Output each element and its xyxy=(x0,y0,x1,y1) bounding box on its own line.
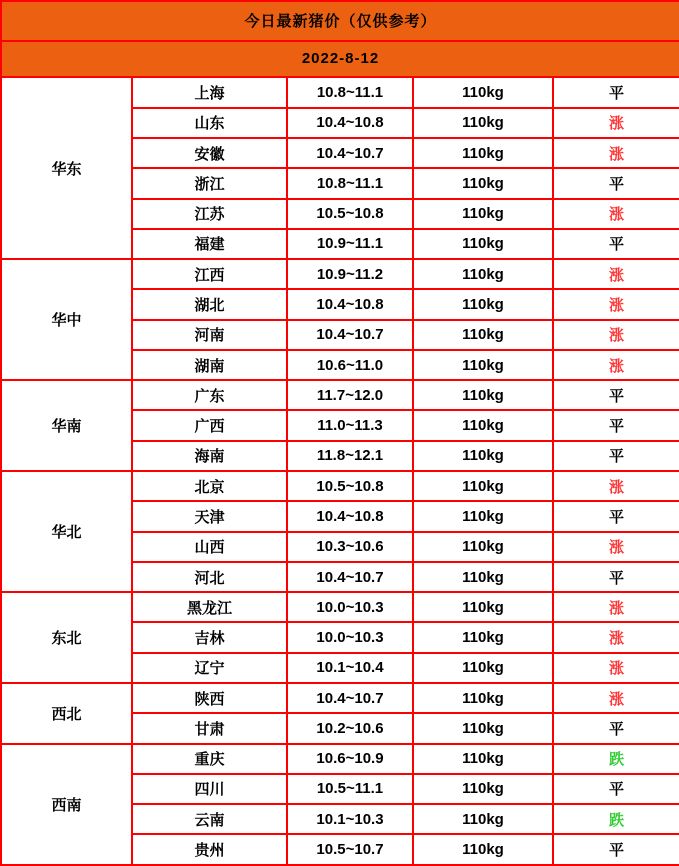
trend-cell: 平 xyxy=(553,562,679,592)
weight-cell: 110kg xyxy=(413,592,553,622)
province-cell: 辽宁 xyxy=(132,653,287,683)
province-cell: 广西 xyxy=(132,410,287,440)
price-range-cell: 10.0~10.3 xyxy=(287,622,413,652)
date-label: 2022-8-12 xyxy=(1,41,679,78)
weight-cell: 110kg xyxy=(413,562,553,592)
price-range-cell: 10.6~11.0 xyxy=(287,350,413,380)
price-range-cell: 10.5~10.7 xyxy=(287,834,413,865)
region-cell: 华中 xyxy=(1,259,132,380)
price-range-cell: 10.4~10.7 xyxy=(287,138,413,168)
weight-cell: 110kg xyxy=(413,441,553,471)
trend-cell: 平 xyxy=(553,410,679,440)
province-cell: 河北 xyxy=(132,562,287,592)
weight-cell: 110kg xyxy=(413,834,553,865)
price-range-cell: 10.3~10.6 xyxy=(287,532,413,562)
price-range-cell: 11.8~12.1 xyxy=(287,441,413,471)
price-range-cell: 10.4~10.7 xyxy=(287,562,413,592)
province-cell: 山东 xyxy=(132,108,287,138)
trend-cell: 跌 xyxy=(553,744,679,774)
province-cell: 江苏 xyxy=(132,199,287,229)
weight-cell: 110kg xyxy=(413,259,553,289)
price-range-cell: 10.1~10.4 xyxy=(287,653,413,683)
province-cell: 海南 xyxy=(132,441,287,471)
region-cell: 西北 xyxy=(1,683,132,744)
price-range-cell: 10.8~11.1 xyxy=(287,77,413,107)
price-range-cell: 11.0~11.3 xyxy=(287,410,413,440)
table-row xyxy=(1,77,679,107)
price-range-cell: 10.4~10.8 xyxy=(287,108,413,138)
trend-cell: 平 xyxy=(553,774,679,804)
weight-cell: 110kg xyxy=(413,410,553,440)
price-table-body xyxy=(1,77,679,865)
trend-cell: 涨 xyxy=(553,683,679,713)
weight-cell: 110kg xyxy=(413,774,553,804)
weight-cell: 110kg xyxy=(413,350,553,380)
price-range-cell: 10.4~10.8 xyxy=(287,289,413,319)
price-range-cell: 10.5~10.8 xyxy=(287,471,413,501)
weight-cell: 110kg xyxy=(413,683,553,713)
trend-cell: 涨 xyxy=(553,350,679,380)
trend-cell: 平 xyxy=(553,380,679,410)
trend-cell: 平 xyxy=(553,229,679,259)
weight-cell: 110kg xyxy=(413,199,553,229)
date-row xyxy=(1,41,679,78)
trend-cell: 涨 xyxy=(553,199,679,229)
province-cell: 甘肃 xyxy=(132,713,287,743)
province-cell: 重庆 xyxy=(132,744,287,774)
trend-cell: 涨 xyxy=(553,108,679,138)
trend-cell: 平 xyxy=(553,168,679,198)
weight-cell: 110kg xyxy=(413,744,553,774)
trend-cell: 平 xyxy=(553,713,679,743)
trend-cell: 平 xyxy=(553,501,679,531)
region-cell: 华东 xyxy=(1,77,132,259)
province-cell: 湖南 xyxy=(132,350,287,380)
province-cell: 上海 xyxy=(132,77,287,107)
price-range-cell: 10.9~11.1 xyxy=(287,229,413,259)
table-row xyxy=(1,592,679,622)
trend-cell: 涨 xyxy=(553,592,679,622)
trend-cell: 涨 xyxy=(553,289,679,319)
trend-cell: 涨 xyxy=(553,320,679,350)
region-cell: 华北 xyxy=(1,471,132,592)
province-cell: 北京 xyxy=(132,471,287,501)
price-range-cell: 10.2~10.6 xyxy=(287,713,413,743)
trend-cell: 跌 xyxy=(553,804,679,834)
trend-cell: 平 xyxy=(553,77,679,107)
table-row xyxy=(1,471,679,501)
price-range-cell: 10.1~10.3 xyxy=(287,804,413,834)
region-cell: 西南 xyxy=(1,744,132,865)
weight-cell: 110kg xyxy=(413,501,553,531)
trend-cell: 平 xyxy=(553,441,679,471)
province-cell: 吉林 xyxy=(132,622,287,652)
weight-cell: 110kg xyxy=(413,653,553,683)
province-cell: 云南 xyxy=(132,804,287,834)
weight-cell: 110kg xyxy=(413,713,553,743)
province-cell: 安徽 xyxy=(132,138,287,168)
province-cell: 四川 xyxy=(132,774,287,804)
province-cell: 浙江 xyxy=(132,168,287,198)
price-range-cell: 10.8~11.1 xyxy=(287,168,413,198)
price-range-cell: 10.0~10.3 xyxy=(287,592,413,622)
weight-cell: 110kg xyxy=(413,380,553,410)
price-range-cell: 10.5~11.1 xyxy=(287,774,413,804)
table-row xyxy=(1,380,679,410)
trend-cell: 涨 xyxy=(553,471,679,501)
trend-cell: 涨 xyxy=(553,622,679,652)
province-cell: 广东 xyxy=(132,380,287,410)
province-cell: 福建 xyxy=(132,229,287,259)
table-row xyxy=(1,259,679,289)
table-row xyxy=(1,744,679,774)
weight-cell: 110kg xyxy=(413,320,553,350)
weight-cell: 110kg xyxy=(413,532,553,562)
table-row xyxy=(1,683,679,713)
price-range-cell: 10.6~10.9 xyxy=(287,744,413,774)
province-cell: 湖北 xyxy=(132,289,287,319)
province-cell: 黑龙江 xyxy=(132,592,287,622)
region-cell: 华南 xyxy=(1,380,132,471)
weight-cell: 110kg xyxy=(413,138,553,168)
province-cell: 河南 xyxy=(132,320,287,350)
trend-cell: 涨 xyxy=(553,138,679,168)
weight-cell: 110kg xyxy=(413,471,553,501)
price-range-cell: 10.4~10.8 xyxy=(287,501,413,531)
weight-cell: 110kg xyxy=(413,108,553,138)
province-cell: 山西 xyxy=(132,532,287,562)
trend-cell: 涨 xyxy=(553,653,679,683)
province-cell: 贵州 xyxy=(132,834,287,865)
province-cell: 陕西 xyxy=(132,683,287,713)
province-cell: 江西 xyxy=(132,259,287,289)
price-range-cell: 10.5~10.8 xyxy=(287,199,413,229)
page-title: 今日最新猪价（仅供参考） xyxy=(1,1,679,41)
price-range-cell: 10.4~10.7 xyxy=(287,320,413,350)
price-range-cell: 10.4~10.7 xyxy=(287,683,413,713)
weight-cell: 110kg xyxy=(413,168,553,198)
province-cell: 天津 xyxy=(132,501,287,531)
region-cell: 东北 xyxy=(1,592,132,683)
trend-cell: 涨 xyxy=(553,259,679,289)
title-row xyxy=(1,1,679,41)
trend-cell: 平 xyxy=(553,834,679,865)
weight-cell: 110kg xyxy=(413,289,553,319)
weight-cell: 110kg xyxy=(413,622,553,652)
weight-cell: 110kg xyxy=(413,229,553,259)
weight-cell: 110kg xyxy=(413,804,553,834)
price-range-cell: 10.9~11.2 xyxy=(287,259,413,289)
trend-cell: 涨 xyxy=(553,532,679,562)
price-range-cell: 11.7~12.0 xyxy=(287,380,413,410)
weight-cell: 110kg xyxy=(413,77,553,107)
